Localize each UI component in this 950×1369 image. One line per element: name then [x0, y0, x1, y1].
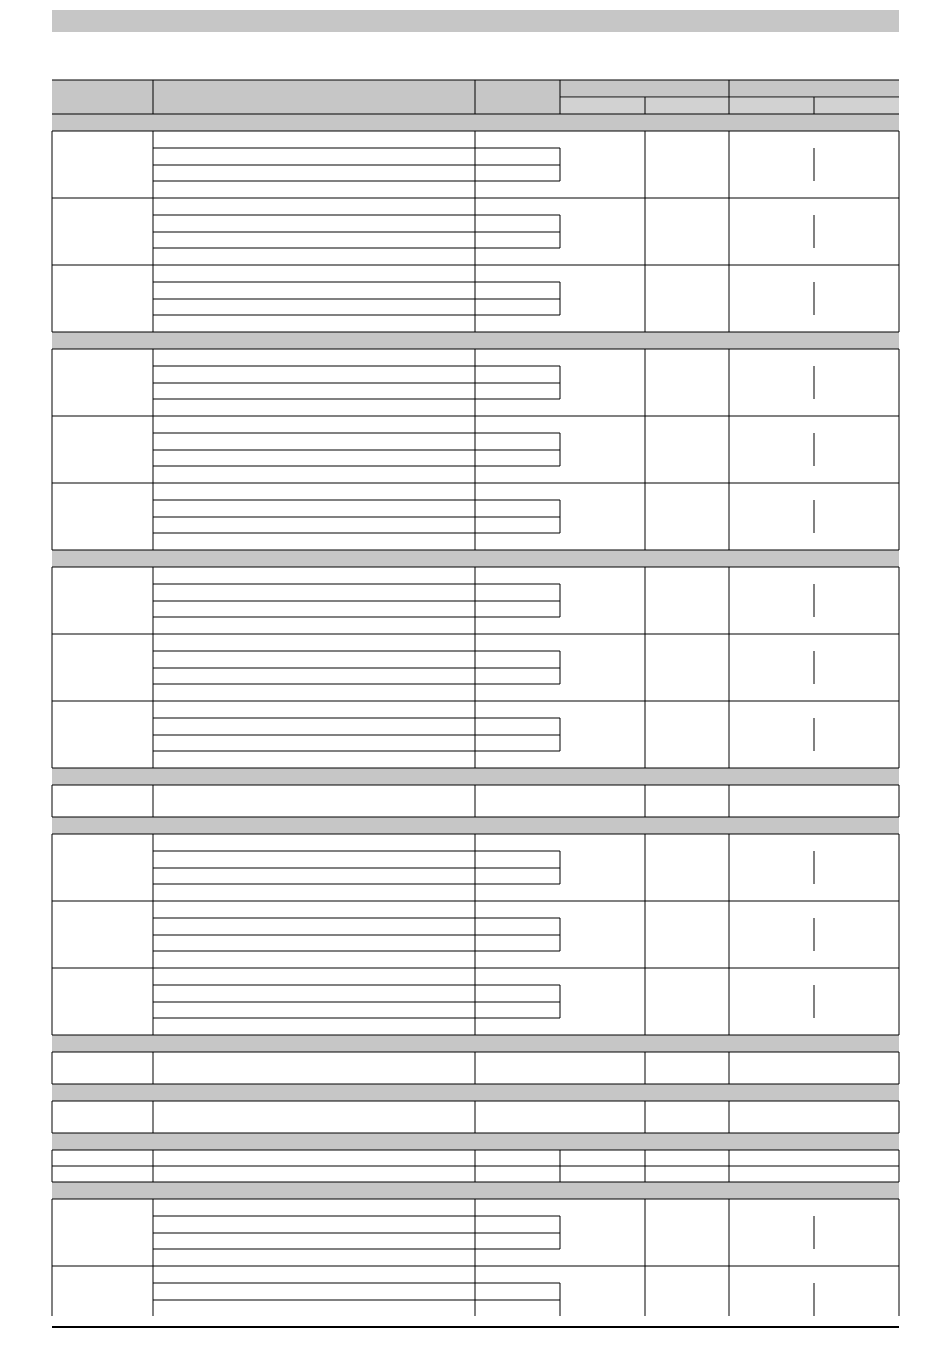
section-header-band: [52, 1035, 899, 1052]
section-header-band: [52, 114, 899, 131]
section-header-band: [52, 1133, 899, 1150]
footer-rule: [52, 1326, 899, 1328]
section-header-band: [52, 1084, 899, 1101]
section-header-band: [52, 817, 899, 834]
section-header-band: [52, 768, 899, 785]
section-header-band: [52, 1182, 899, 1199]
column-header-fill: [52, 80, 560, 114]
section-header-band: [52, 550, 899, 567]
section-header-band: [52, 332, 899, 349]
